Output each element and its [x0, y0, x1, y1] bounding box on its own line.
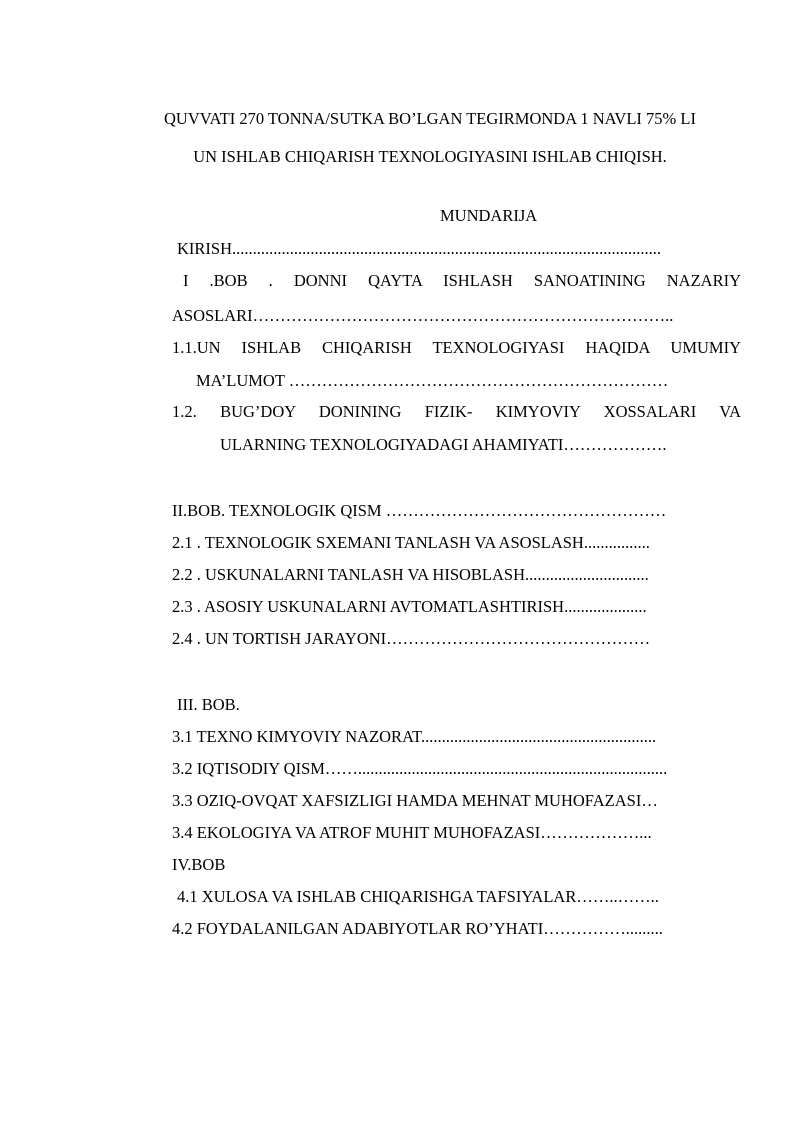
- toc-entry-4-2: 4.2 FOYDALANILGAN ADABIYOTLAR RO’YHATI…………….........: [172, 919, 663, 938]
- toc-heading: MUNDARIJA: [440, 206, 538, 225]
- toc-entry-3-2: 3.2 IQTISODIY QISM……...........................................................................: [172, 759, 668, 778]
- toc-entry-bob3: III. BOB.: [177, 695, 240, 714]
- toc-entry-4-1: 4.1 XULOSA VA ISHLAB CHIQARISHGA TAFSIYALAR……..……..: [177, 887, 659, 906]
- toc-entry-kirish: KIRISH........................................................................................................: [177, 239, 662, 258]
- toc-entry-1-1-line1: 1.1.UN ISHLAB CHIQARISH TEXNOLOGIYASI HAQIDA UMUMIY: [172, 338, 741, 357]
- toc-entry-2-3: 2.3 . ASOSIY USKUNALARNI AVTOMATLASHTIRISH....................: [172, 597, 647, 616]
- toc-entry-bob1-line2: ASOSLARI…………………………………………………………………..: [172, 306, 674, 325]
- toc-entry-bob4: IV.BOB: [172, 855, 226, 874]
- toc-entry-2-4: 2.4 . UN TORTISH JARAYONI…………………………………………: [172, 629, 651, 648]
- toc-entry-1-2-line1: 1.2. BUG’DOY DONINING FIZIK- KIMYOVIY XOSSALARI VA: [172, 402, 741, 421]
- toc-entry-2-2: 2.2 . USKUNALARNI TANLASH VA HISOBLASH..............................: [172, 565, 649, 584]
- toc-entry-3-1: 3.1 TEXNO KIMYOVIY NAZORAT.........................................................: [172, 727, 657, 746]
- document-title-line-1: QUVVATI 270 TONNA/SUTKA BO’LGAN TEGIRMONDA 1 NAVLI 75% LI: [164, 109, 696, 128]
- toc-entry-3-3: 3.3 OZIQ-OVQAT XAFSIZLIGI HAMDA MEHNAT MUHOFAZASI…: [172, 791, 658, 810]
- toc-entry-1-1-line2: MA’LUMOT ……………………………………………………………: [196, 371, 669, 390]
- document-title-line-2: UN ISHLAB CHIQARISH TEXNOLOGIYASINI ISHLAB CHIQISH.: [193, 147, 667, 166]
- toc-entry-2-1: 2.1 . TEXNOLOGIK SXEMANI TANLASH VA ASOSLASH................: [172, 533, 650, 552]
- toc-entry-bob1-line1: I .BOB . DONNI QAYTA ISHLASH SANOATINING NAZARIY: [183, 271, 741, 290]
- toc-entry-bob2: II.BOB. TEXNOLOGIK QISM ……………………………………………: [172, 501, 667, 520]
- toc-entry-1-2-line2: ULARNING TEXNOLOGIYADAGI AHAMIYATI……………….: [220, 435, 667, 454]
- toc-entry-3-4: 3.4 EKOLOGIYA VA ATROF MUHIT MUHOFAZASI………………...: [172, 823, 652, 842]
